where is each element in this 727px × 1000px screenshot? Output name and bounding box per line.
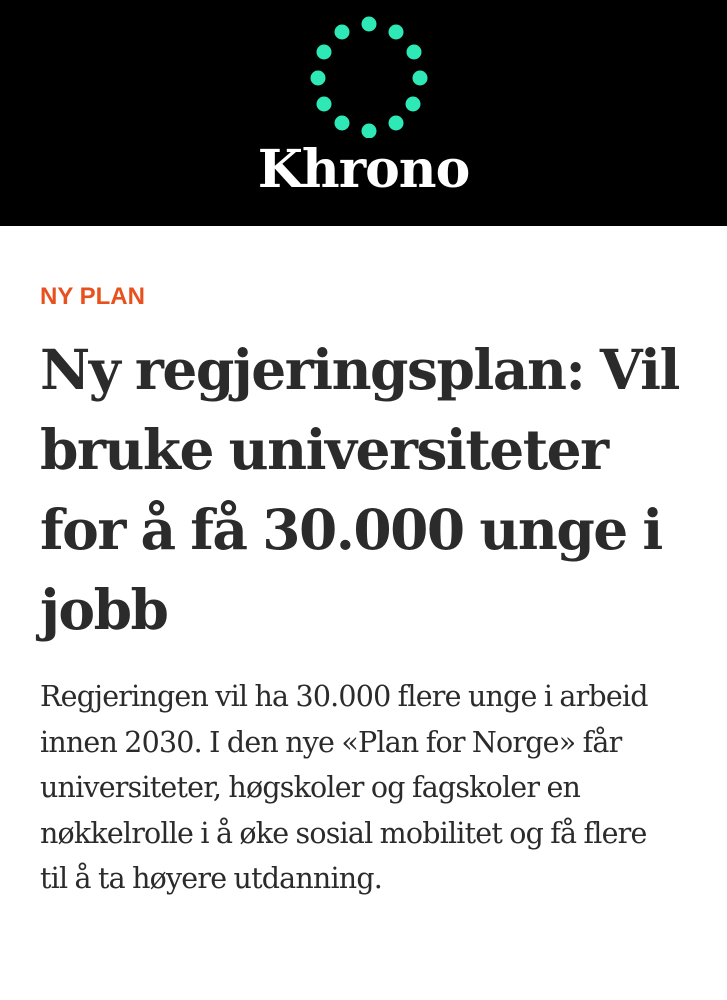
logo-dot — [406, 97, 421, 112]
logo-dot — [335, 116, 350, 131]
logo-dots — [311, 17, 428, 139]
logo-dot — [413, 71, 428, 86]
article-headline: Ny regjeringsplan: Vil bruke universiteter for å få 30.000 unge i jobb — [40, 337, 679, 642]
logo-dot — [311, 71, 326, 86]
logo-link[interactable] — [0, 0, 727, 226]
logo-dot — [389, 116, 404, 131]
logo-dot — [317, 45, 332, 60]
site-header — [0, 0, 727, 226]
logo-dot — [317, 97, 332, 112]
logo-dot — [335, 25, 350, 40]
logo-ring-icon — [309, 14, 429, 138]
logo-dot — [362, 124, 377, 139]
logo-dot — [362, 17, 377, 32]
logo-dot — [407, 45, 422, 60]
article-kicker[interactable]: NY PLAN — [40, 283, 145, 310]
logo-wordmark: Khrono — [257, 139, 470, 200]
article-lead: Regjeringen vil ha 30.000 flere unge i arbeid innen 2030. I den nye «Plan for Norge» får universiteter, høgskoler og fagskoler en nøkkelrolle i å øke sosial mobilitet og få flere til å ta høyere utdanning. — [40, 680, 648, 895]
logo-dot — [389, 25, 404, 40]
